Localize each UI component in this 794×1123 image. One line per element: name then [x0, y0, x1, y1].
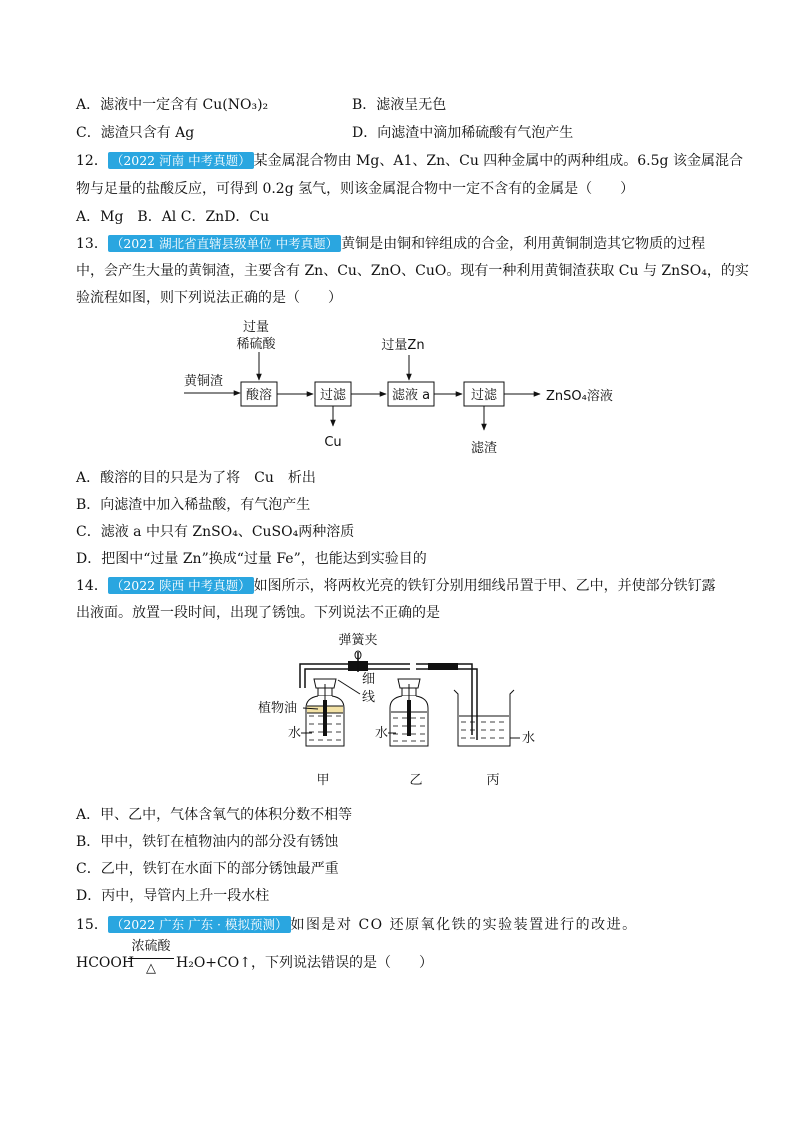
- q15-number: 15．: [76, 917, 108, 933]
- label-yi: 乙: [409, 773, 423, 788]
- q11-option-a: A．滤液中一定含有 Cu(NO₃)₂: [76, 97, 269, 113]
- label-jia: 甲: [316, 773, 330, 788]
- flow-reagent2: 过量Zn: [381, 338, 425, 353]
- eq-top: 浓硫酸: [131, 939, 171, 954]
- eq-left: HCOOH: [76, 955, 135, 971]
- q12-text1: 某金属混合物由 Mg、A1、Zn、Cu 四种金属中的两种组成。6.5g 该金属混合: [253, 153, 743, 169]
- label-oil: 植物油: [258, 701, 298, 716]
- q11-option-b: B．滤液呈无色: [352, 97, 447, 113]
- q15-stem-line1: [76, 916, 638, 934]
- q13-text1: 黄铜是由铜和锌组成的合金，利用黄铜制造其它物质的过程: [341, 236, 706, 252]
- label-thread1: 细: [362, 672, 376, 687]
- q12-stem-line2: 物与足量的盐酸反应，可得到 0.2g 氢气，则该金属混合物中一定不含有的金属是（ ）: [76, 181, 635, 197]
- q13-option-c: C．滤液 a 中只有 ZnSO₄、CuSO₄两种溶质: [76, 524, 355, 540]
- q14-option-d: D．丙中，导管内上升一段水柱: [76, 888, 270, 904]
- q13-stem-line2: 中，会产生大量的黄铜渣，主要含有 Zn、Cu、ZnO、CuO。现有一种利用黄铜渣获取 Cu 与 ZnSO₄，的实: [76, 263, 749, 279]
- q14-option-b: B．甲中，铁钉在植物油内的部分没有锈蚀: [76, 834, 339, 850]
- q15-source-tag[interactable]: （2022 广东 广东 · 模拟预测）: [108, 916, 291, 933]
- q14-stem-line2: 出液面。放置一段时间，出现了锈蚀。下列说法不正确的是: [76, 605, 440, 621]
- flow-step3: 滤液 a: [391, 388, 431, 403]
- q14-option-c: C．乙中，铁钉在水面下的部分锈蚀最严重: [76, 861, 339, 877]
- q14-option-a: A．甲、乙中，气体含氧气的体积分数不相等: [76, 807, 353, 823]
- flow-input: 黄铜渣: [184, 374, 224, 389]
- q14-text1: 如图所示，将两枚光亮的铁钉分别用细线吊置于甲、乙中，并使部分铁钉露: [253, 578, 716, 594]
- q12-source-tag[interactable]: （2022 河南 中考真题）: [108, 152, 254, 169]
- q11-option-d: D．向滤渣中滴加稀硫酸有气泡产生: [352, 125, 574, 141]
- q15-equation: [76, 954, 134, 972]
- bottle-yi: [390, 679, 428, 746]
- flow-step2: 过滤: [319, 388, 347, 403]
- q13-option-a: A．酸溶的目的只是为了将 Cu 析出: [76, 470, 316, 486]
- label-bing: 丙: [486, 773, 500, 788]
- nail-jia: [323, 700, 327, 736]
- q13-stem-line3: 验流程如图，则下列说法正确的是（ ）: [76, 290, 342, 306]
- label-clamp: 弹簧夹: [338, 633, 378, 648]
- q12-options: A．Mg B．Al C．ZnD．Cu: [76, 209, 270, 225]
- q11-option-c: C．滤渣只含有 Ag: [76, 125, 195, 141]
- label-water1: 水: [288, 726, 302, 741]
- q13-source-tag[interactable]: （2021 湖北省直辖县级单位 中考真题）: [108, 235, 341, 252]
- nail-yi: [407, 700, 411, 736]
- q14-source-tag[interactable]: （2022 陕西 中考真题）: [108, 577, 254, 594]
- eq-right: H₂O+CO↑，下列说法错误的是（ ）: [176, 955, 433, 971]
- flow-out2: 滤渣: [470, 441, 498, 456]
- eq-bottom: △: [146, 961, 156, 976]
- label-water2: 水: [375, 726, 389, 741]
- label-thread2: 线: [362, 690, 376, 705]
- q14-number: 14．: [76, 578, 108, 594]
- flow-reagent1-line1: 过量: [242, 320, 270, 335]
- flow-output: ZnSO₄溶液: [546, 389, 613, 404]
- q13-option-d: D．把图中“过量 Zn”换成“过量 Fe”，也能达到实验目的: [76, 551, 427, 567]
- q13-option-b: B．向滤渣中加入稀盐酸，有气泡产生: [76, 497, 311, 513]
- label-water3: 水: [522, 731, 536, 746]
- flow-out1: Cu: [324, 435, 342, 450]
- q13-number: 13．: [76, 236, 108, 252]
- flow-step1: 酸溶: [245, 388, 273, 403]
- flow-reagent1-line2: 稀硫酸: [236, 337, 276, 352]
- eq-bar: [128, 958, 174, 959]
- q12-number: 12．: [76, 153, 108, 169]
- q15-text1: 如图是对 CO 还原氧化铁的实验装置进行的改进。: [290, 917, 638, 933]
- rubber-tube: [428, 663, 458, 670]
- beaker-bing: [454, 690, 514, 746]
- bottle-jia: [306, 679, 344, 746]
- flow-step4: 过滤: [470, 388, 498, 403]
